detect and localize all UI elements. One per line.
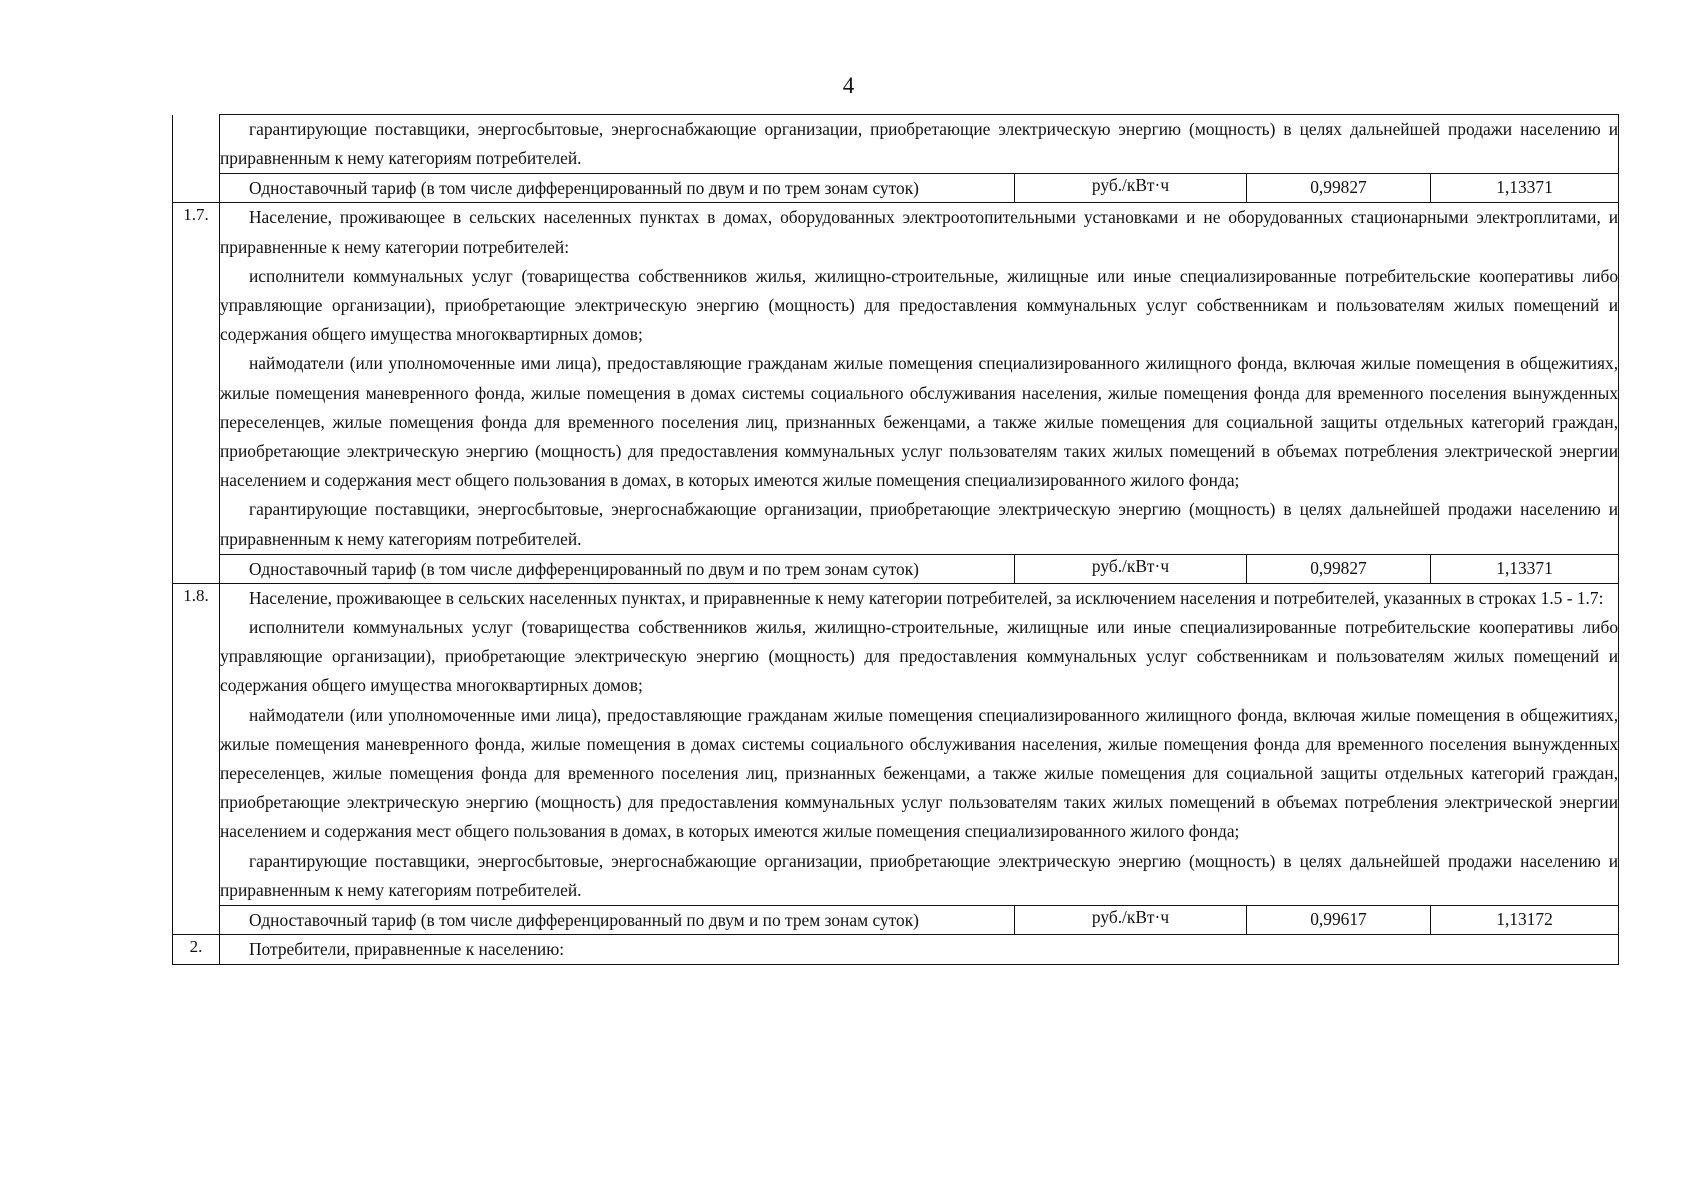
tariff-row <box>173 906 1619 935</box>
page-number: 4 <box>842 73 855 98</box>
table-row <box>173 203 1619 554</box>
paragraph: исполнители коммунальных услуг (товарищества собственников жилья, жилищно-строительные, жилищные или иные специализированные потребительские кооперативы либо управляющие организации), приобретающие электрическую энергию (мощность) для предоставления коммунальных услуг собственникам и пользователям жилых помещений и содержания общего имущества многоквартирных домов; <box>220 617 1619 696</box>
paragraph: Потребители, приравненные к населению: <box>249 939 565 960</box>
row-description <box>220 203 1619 554</box>
tariff-label: Одноставочный тариф (в том числе дифференцированный по двум и по трем зонам суток) <box>220 906 1015 935</box>
tariff-unit: руб./кВт·ч <box>1015 554 1247 583</box>
tariff-value-first-half: 0,99827 <box>1247 174 1431 203</box>
row-number: 1.8. <box>173 583 220 905</box>
table-row <box>173 115 1619 174</box>
tariff-row <box>173 174 1619 203</box>
tariff-value-second-half: 1,13172 <box>1431 906 1619 935</box>
tariff-value-second-half: 1,13371 <box>1431 174 1619 203</box>
row-number-cell <box>173 906 220 935</box>
tariff-label: Одноставочный тариф (в том числе дифференцированный по двум и по трем зонам суток) <box>220 174 1015 203</box>
tariff-table <box>172 114 1619 965</box>
paragraph: гарантирующие поставщики, энергосбытовые, энергоснабжающие организации, приобретающие электрическую энергию (мощность) в целях дальнейшей продажи населению и приравненным к нему категориям потребителей. <box>220 119 1619 169</box>
tariff-row <box>173 554 1619 583</box>
table-row <box>173 935 1619 965</box>
row-description <box>220 115 1619 174</box>
tariff-label: Одноставочный тариф (в том числе дифференцированный по двум и по трем зонам суток) <box>220 554 1015 583</box>
tariff-unit: руб./кВт·ч <box>1015 174 1247 203</box>
paragraph: Население, проживающее в сельских населенных пунктах в домах, оборудованных электроотопительными установками и не оборудованных стационарными электроплитами, и приравненные к нему категории потребителей: <box>220 207 1619 257</box>
row-description <box>220 583 1619 905</box>
paragraph: наймодатели (или уполномоченные ими лица), предоставляющие гражданам жилые помещения специализированного жилищного фонда, включая жилые помещения в общежитиях, жилые помещения маневренного фонда, жилые помещения в домах системы социального обслуживания населения, жилые помещения фонда для временного поселения вынужденных переселенцев, жилые помещения фонда для временного поселения лиц, признанных беженцами, а также жилые помещения для социальной защиты отдельных категорий граждан, приобретающие электрическую энергию (мощность) для предоставления коммунальных услуг пользователям таких жилых помещений в объемах потребления электрической энергии населением и содержания мест общего пользования в домах, в которых имеются жилые помещения специализированного жилого фонда; <box>220 704 1619 842</box>
paragraph: исполнители коммунальных услуг (товарищества собственников жилья, жилищно-строительные, жилищные или иные специализированные потребительские кооперативы либо управляющие организации), приобретающие электрическую энергию (мощность) для предоставления коммунальных услуг собственникам и пользователям жилых помещений и содержания общего имущества многоквартирных домов; <box>220 265 1619 345</box>
paragraph: наймодатели (или уполномоченные ими лица), предоставляющие гражданам жилые помещения специализированного жилищного фонда, включая жилые помещения в общежитиях, жилые помещения маневренного фонда, жилые помещения в домах системы социального обслуживания населения, жилые помещения фонда для временного поселения вынужденных переселенцев, жилые помещения фонда для временного поселения лиц, признанных беженцами, а также жилые помещения для социальной защиты отдельных категорий граждан, приобретающие электрическую энергию (мощность) для предоставления коммунальных услуг пользователям таких жилых помещений в объемах потребления электрической энергии населением и содержания мест общего пользования в домах, в которых имеются жилые помещения специализированного жилого фонда; <box>220 353 1619 491</box>
paragraph: гарантирующие поставщики, энергосбытовые, энергоснабжающие организации, приобретающие электрическую энергию (мощность) в целях дальнейшей продажи населению и приравненным к нему категориям потребителей. <box>220 499 1619 549</box>
row-number: 2. <box>173 935 220 965</box>
row-description <box>220 935 1619 965</box>
table-row <box>173 583 1619 905</box>
row-number: 1.7. <box>173 203 220 554</box>
tariff-value-first-half: 0,99827 <box>1247 554 1431 583</box>
row-number-cell <box>173 174 220 203</box>
row-number-cell <box>173 554 220 583</box>
paragraph: Население, проживающее в сельских населенных пунктах, и приравненные к нему категории потребителей, за исключением населения и потребителей, указанных в строках 1.5 - 1.7: <box>249 587 1604 608</box>
row-number-cell <box>173 115 220 174</box>
tariff-value-second-half: 1,13371 <box>1431 554 1619 583</box>
paragraph: гарантирующие поставщики, энергосбытовые, энергоснабжающие организации, приобретающие электрическую энергию (мощность) в целях дальнейшей продажи населению и приравненным к нему категориям потребителей. <box>220 850 1619 900</box>
tariff-unit: руб./кВт·ч <box>1015 906 1247 935</box>
tariff-value-first-half: 0,99617 <box>1247 906 1431 935</box>
